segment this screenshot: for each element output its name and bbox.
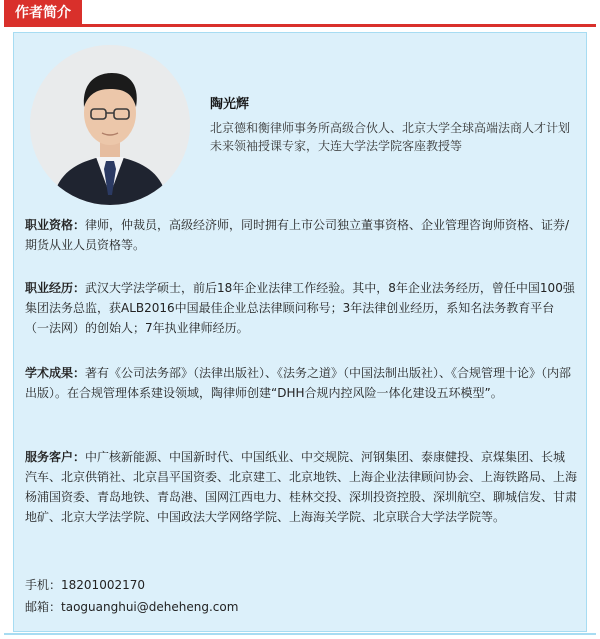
author-card <box>13 32 587 632</box>
email-label: 邮箱： <box>25 600 62 614</box>
qualifications-text: 律师，仲裁员，高级经济师，同时拥有上市公司独立董事资格、企业管理咨询师资格、证券/期货从业人员资格等。 <box>25 218 570 252</box>
phone-number[interactable]: 18201002170 <box>61 578 145 592</box>
header-rule <box>4 24 596 27</box>
author-portrait <box>30 45 190 205</box>
publications-section <box>25 363 577 403</box>
publications-text: 著有《公司法务部》（法律出版社）、《法务之道》（中国法制出版社）、《合规管理十论》（内部出版）。在合规管理体系建设领域，陶律师创建“DHH合规内控风险一体化建设五环模型”。 <box>25 366 572 400</box>
author-name: 陶光辉 <box>210 97 250 112</box>
clients-section <box>25 447 577 527</box>
experience-label: 职业经历： <box>25 281 86 295</box>
experience-section <box>25 278 577 338</box>
portrait-illustration <box>30 45 190 205</box>
author-bio: 北京德和衡律师事务所高级合伙人、北京大学全球高端法商人才计划未来领袖授课专家，大连大学法学院客座教授等 <box>210 121 571 153</box>
footer-rule <box>4 633 596 635</box>
publications-label: 学术成果： <box>25 366 86 380</box>
phone-label: 手机： <box>25 578 62 592</box>
clients-text: 中广核新能源、中国新时代、中国纸业、中交规院、河钢集团、泰康健投、京煤集团、长城汽车、北京供销社、北京昌平国资委、北京建工、北京地铁、上海企业法律顾问协会、上海铁路局、上海杨浦国资委、青岛地铁、青岛港、国网江西电力、桂林交投、深圳投资控股、深圳航空、聊城信发、甘肃地矿、北京大学法学院、中国政法大学网络学院、上海海关学院、北京联合大学法学院等。 <box>25 450 578 524</box>
clients-label: 服务客户： <box>25 450 86 464</box>
email-address[interactable]: taoguanghui@deheheng.com <box>61 600 239 614</box>
qualifications-section <box>25 215 577 255</box>
email-line <box>25 597 238 617</box>
section-tag: 作者简介 <box>4 0 82 26</box>
qualifications-label: 职业资格： <box>25 218 86 232</box>
experience-text: 武汉大学法学硕士，前后18年企业法律工作经验。其中，8年企业法务经历，曾任中国100强集团法务总监，获ALB2016中国最佳企业总法律顾问称号；3年法律创业经历，系知名法务教育平台（一法网）的创始人；7年执业律师经历。 <box>25 281 575 335</box>
phone-line <box>25 575 145 595</box>
